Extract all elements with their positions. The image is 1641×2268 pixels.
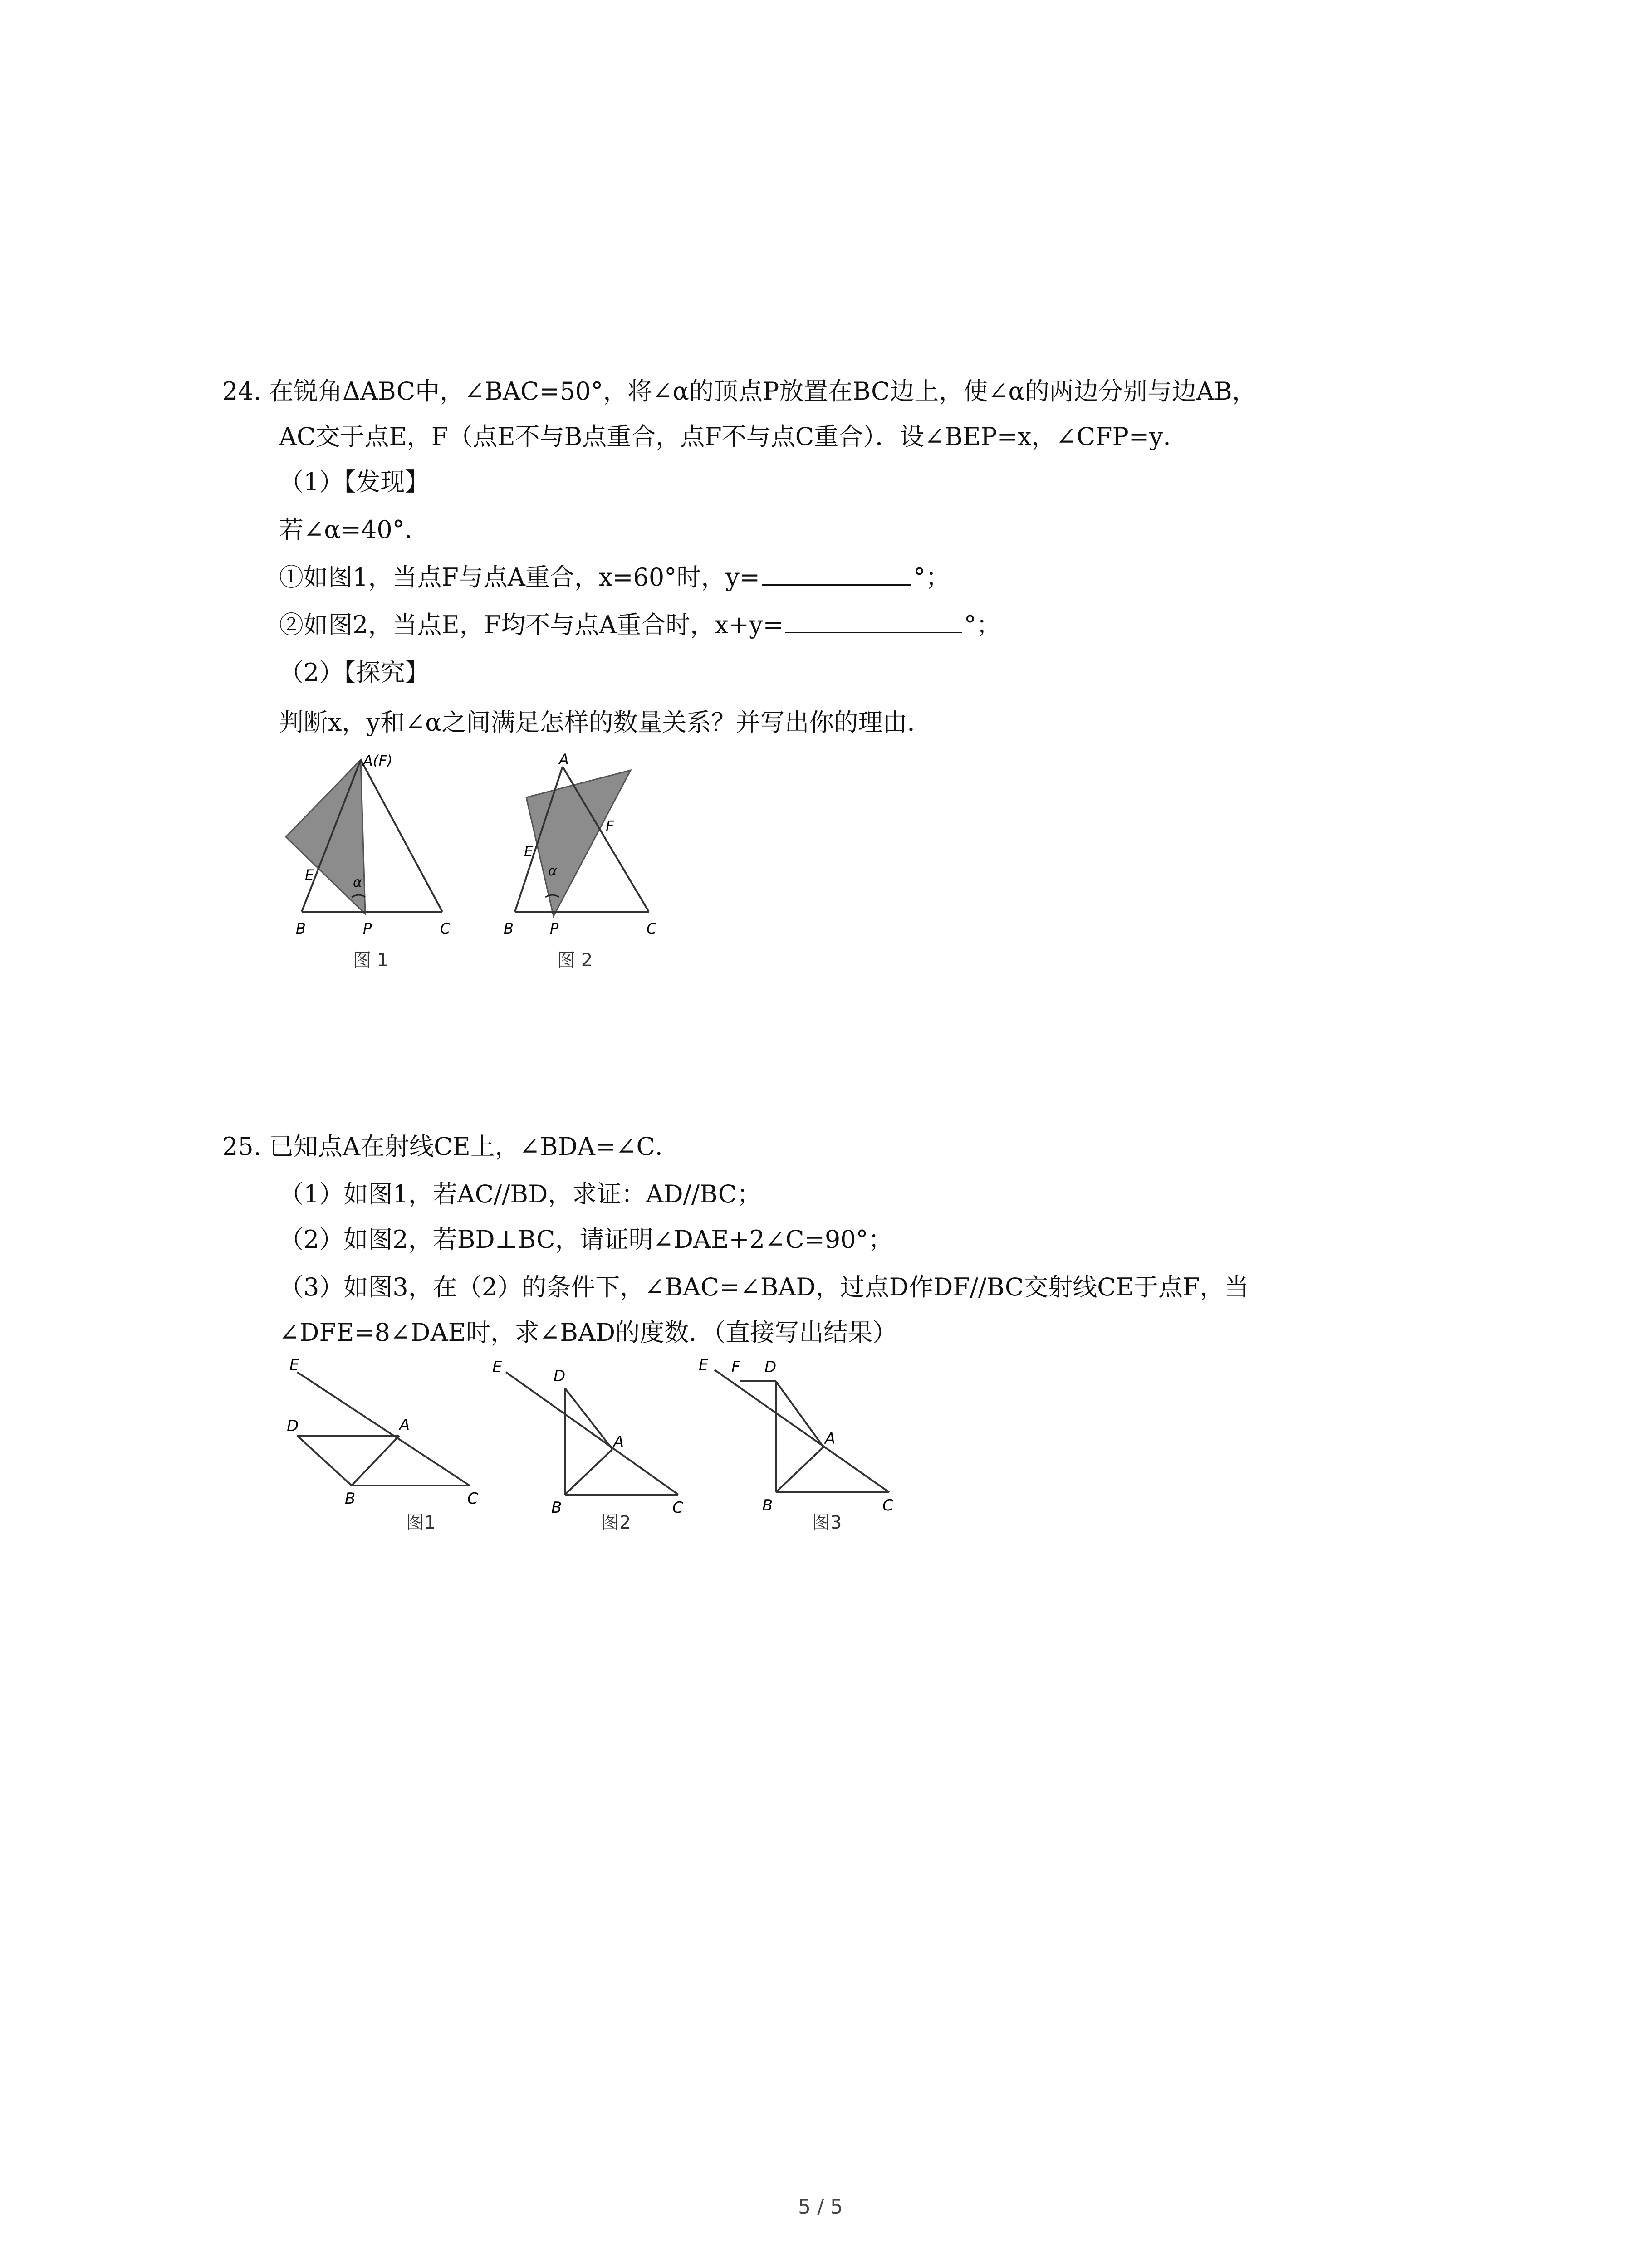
fig2-label-alpha: α (548, 863, 557, 879)
fig3-seg-ba (776, 1447, 823, 1492)
q24-fig2-caption: 图 2 (557, 950, 593, 971)
fig3-label-e: E (699, 1356, 709, 1374)
page-number: 5 / 5 (798, 2195, 843, 2219)
fig1-seg-ba (352, 1436, 399, 1486)
fig1-label-e: E (289, 1356, 299, 1374)
q24-item1 (279, 562, 950, 592)
q25-figure-3 (699, 1356, 893, 1515)
fig1-label-d: D (287, 1417, 299, 1435)
fig3-label-b: B (762, 1496, 773, 1515)
fig2-label-c: C (672, 1499, 683, 1517)
fig1-seg-db (297, 1436, 352, 1486)
q24-item1-text: ①如图1，当点F与点A重合，x=60°时，y= (279, 563, 760, 591)
q24-figure-1 (286, 752, 451, 937)
fig3-label-f: F (731, 1358, 740, 1376)
q25-part2: （2）如图2，若BD⊥BC，请证明∠DAE+2∠C=90°； (279, 1225, 893, 1254)
q24-line2: AC交于点E，F（点E不与B点重合，点F不与点C重合）．设∠BEP=x，∠CFP=y． (279, 422, 1188, 451)
q24-question: 判断x，y和∠α之间满足怎样的数量关系？并写出你的理由． (279, 708, 932, 737)
fig1-label-c: C (440, 920, 451, 937)
fig2-label-e: E (524, 843, 534, 860)
q24-fig1-caption: 图 1 (353, 950, 389, 971)
fig2-ray-ce (506, 1372, 678, 1495)
fig1-side-ac (361, 760, 442, 912)
q25-fig3-caption: 图3 (812, 1512, 842, 1533)
q24-item1-suffix: °； (913, 563, 950, 591)
fig1-label-alpha: α (353, 875, 362, 890)
fig2-label-b: B (504, 920, 514, 937)
q25-part3-line2: ∠DFE=8∠DAE时，求∠BAD的度数．（直接写出结果） (279, 1318, 897, 1347)
fig1-label-c: C (467, 1490, 478, 1508)
q24-part1-title: （1）【发现】 (279, 468, 430, 496)
q25-figure-1 (287, 1356, 478, 1508)
q24-line1: 24. 在锐角ΔABC中，∠BAC=50°，将∠α的顶点P放置在BC边上，使∠α的两边分别与边AB， (222, 377, 1257, 406)
q25-fig2-caption: 图2 (601, 1512, 631, 1533)
fig1-label-e: E (305, 866, 314, 884)
fig2-label-p: P (550, 920, 559, 937)
q25-line1: 25. 已知点A在射线CE上，∠BDA=∠C． (222, 1132, 680, 1161)
answer-blank-1 (762, 562, 911, 586)
fig1-label-p: P (363, 920, 372, 937)
answer-blank-2 (785, 610, 962, 633)
fig3-label-d: D (764, 1358, 777, 1376)
q24-item2-text: ②如图2，当点E，F均不与点A重合时，x+y= (279, 611, 784, 639)
fig2-label-d: D (554, 1367, 566, 1385)
fig2-seg-ba (565, 1449, 612, 1495)
q25-fig1-caption: 图1 (406, 1512, 436, 1533)
fig2-label-c: C (647, 920, 657, 937)
fig1-shaded-angle (286, 760, 365, 914)
fig1-label-b: B (296, 920, 306, 937)
q25-part1: （1）如图1，若AC//BD，求证：AD//BC； (279, 1180, 762, 1208)
q25-part3-line1: （3）如图3，在（2）的条件下，∠BAC=∠BAD，过点D作DF//BC交射线CE于点F，当 (279, 1273, 1249, 1301)
q25-figure-2 (492, 1358, 683, 1517)
fig1-ray-ce (297, 1372, 470, 1486)
fig3-seg-da (776, 1381, 823, 1447)
q24-figure-2 (504, 751, 657, 937)
fig3-label-c: C (882, 1496, 893, 1515)
q24-item2-suffix: °； (964, 611, 1001, 639)
q24-part2-title: （2）【探究】 (279, 658, 430, 687)
q24-item2 (279, 610, 1001, 640)
q24-given: 若∠α=40°． (279, 515, 429, 544)
fig2-label-a: A (613, 1433, 624, 1451)
fig2-label-e: E (492, 1358, 502, 1376)
fig1-label-a: A (399, 1416, 410, 1434)
fig1-label-b: B (345, 1490, 356, 1508)
fig3-label-a: A (825, 1430, 836, 1448)
fig2-label-a: A (559, 751, 569, 768)
q24-figures (272, 748, 726, 984)
fig2-label-b: B (551, 1499, 562, 1517)
fig1-label-af: A(F) (363, 752, 393, 769)
fig2-label-f: F (606, 817, 614, 835)
fig3-ray-ce (715, 1370, 889, 1492)
